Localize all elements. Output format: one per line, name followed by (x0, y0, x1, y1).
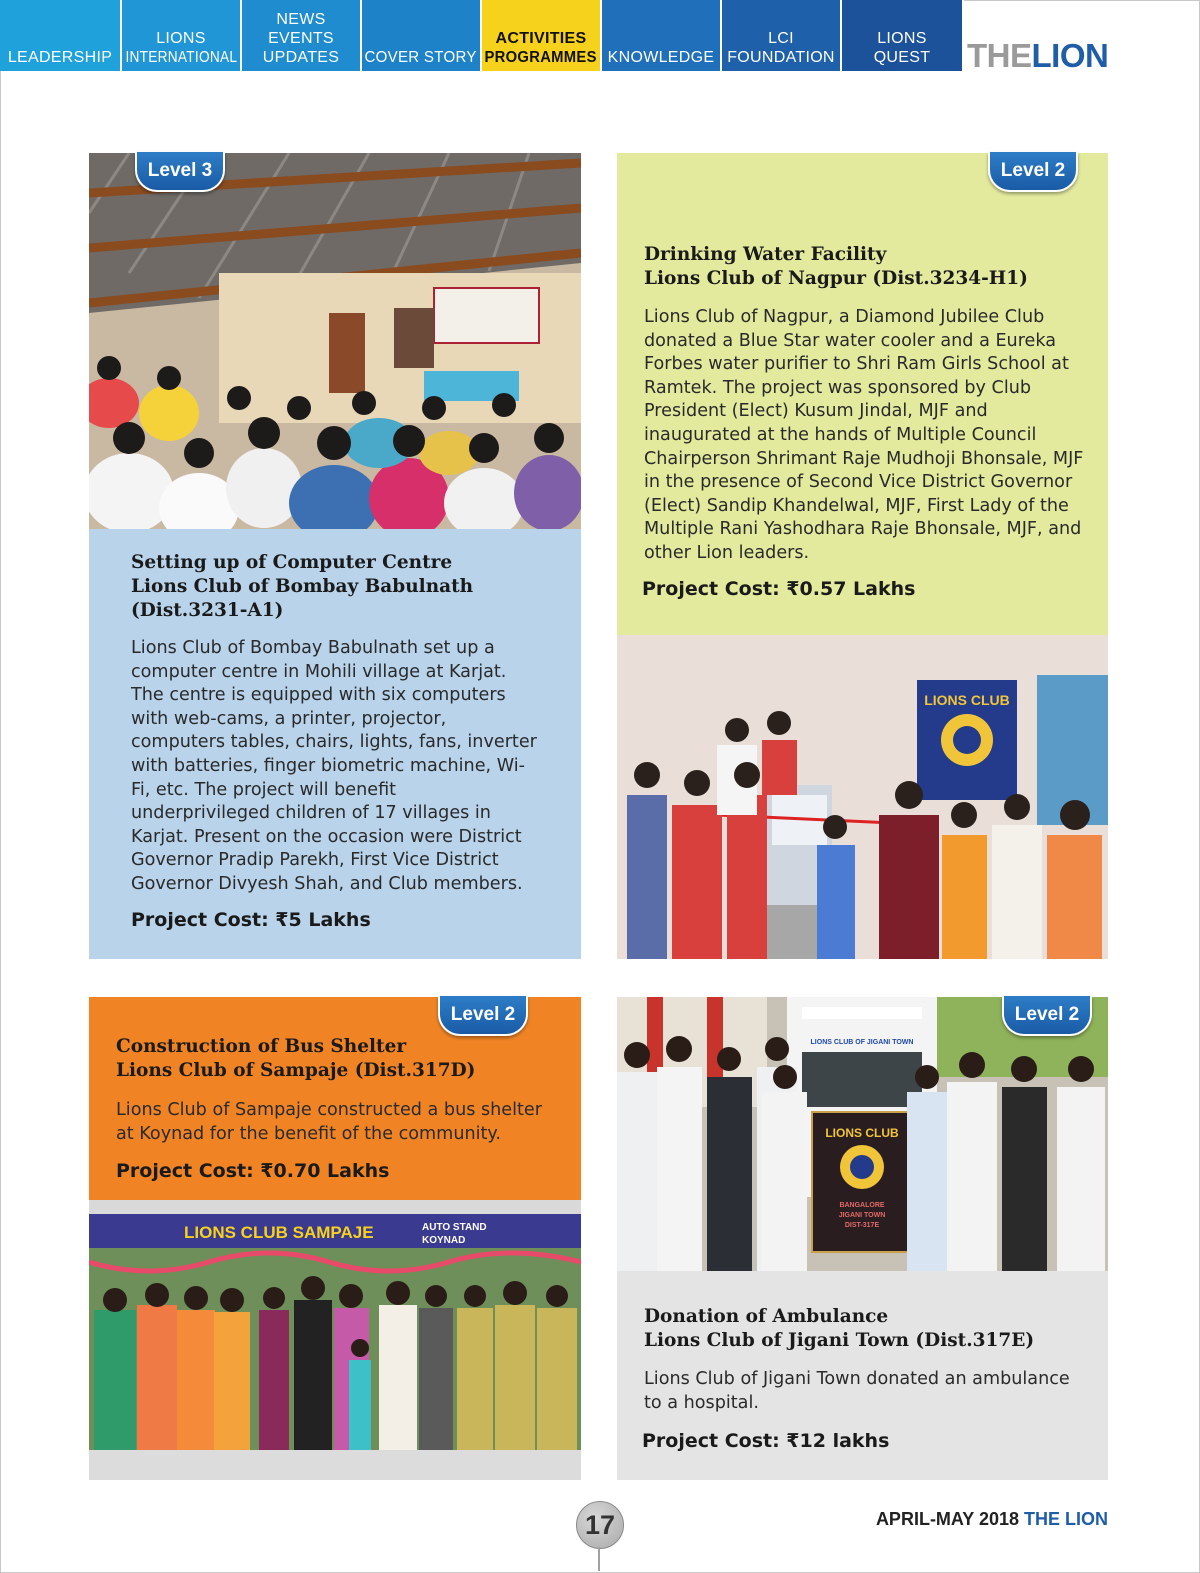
photo-illustration (89, 153, 581, 529)
ambulance-text: LIONS CLUB OF JIGANI TOWN (810, 1039, 914, 1046)
banner-text: KOYNAD (422, 1235, 466, 1246)
card-title (116, 1035, 546, 1083)
tab-label: INTERNATIONAL (125, 49, 237, 66)
card-ambulance (617, 997, 1108, 1480)
section-nav (0, 0, 964, 71)
brand-logo[interactable] (967, 37, 1108, 75)
banner-text: BANGALORE (839, 1202, 885, 1209)
tab-label: ACTIVITIES (495, 30, 587, 47)
tab-lions-quest[interactable] (842, 0, 964, 71)
card-title (644, 1305, 1094, 1353)
title-line: Lions Club of Sampaje (Dist.317D) (116, 1060, 476, 1081)
banner-text: LIONS CLUB (924, 692, 1010, 708)
card-body: Lions Club of Bombay Babulnath set up a computer centre in Mohili village at Karjat. The centre is equipped with six computers with web-cams, a printer, projector, computers tables, chairs, lights, fans, inverter with batteries, finger biometric machine, Wi-Fi, etc. The project will benefit underprivileged children of 17 villages in Karjat. Present on the occasion were District Governor Pradip Parekh, First Vice District Governor Divyesh Shah, and Club members. (131, 638, 537, 894)
photo-illustration (617, 635, 1108, 959)
photo-water-cooler (617, 635, 1108, 959)
project-cost: Project Cost: ₹0.57 Lakhs (642, 578, 916, 600)
tab-label: LCI (768, 30, 794, 47)
issue-date: APRIL-MAY 2018 (875, 1509, 1024, 1529)
photo-illustration (617, 997, 1108, 1271)
title-line: Lions Club of Nagpur (Dist.3234-H1) (644, 268, 1028, 289)
tab-cover-story[interactable] (362, 0, 482, 71)
banner-text: AUTO STAND (422, 1222, 487, 1233)
brand-lion: LION (1031, 37, 1109, 74)
card-body: Lions Club of Jigani Town donated an ambulance to a hospital. (644, 1369, 1070, 1413)
level-badge: Level 2 (988, 152, 1078, 192)
card-title (644, 243, 1094, 291)
photo-computer-centre (89, 153, 581, 529)
tab-label: KNOWLEDGE (607, 49, 715, 66)
project-cost: Project Cost: ₹12 lakhs (642, 1430, 890, 1452)
page-number: 17 (576, 1501, 624, 1549)
tab-label: FOUNDATION (727, 49, 835, 66)
tab-label: LIONS (156, 30, 206, 47)
card-body: Lions Club of Sampaje constructed a bus shelter at Koynad for the benefit of the community. (116, 1100, 542, 1144)
tab-label: UPDATES (262, 49, 340, 66)
level-badge: Level 2 (1002, 996, 1092, 1036)
tab-label: EVENTS (268, 30, 334, 47)
tab-label: LEADERSHIP (7, 49, 113, 66)
brand-the: THE (967, 37, 1032, 74)
title-line: Drinking Water Facility (644, 244, 887, 265)
title-line: Lions Club of Bombay Babulnath (131, 576, 474, 597)
tab-activities-programmes[interactable] (482, 0, 602, 71)
photo-illustration (89, 1200, 581, 1480)
card-body: Lions Club of Nagpur, a Diamond Jubilee Club donated a Blue Star water cooler and a Eureka Forbes water purifier to Shri Ram Girls School at Ramtek. The project was sponsored by Club President (Elect) Kusum Jindal, MJF and inaugurated at the hands of Multiple Council Chairperson Shrimant Raje Mudhoji Bhonsale, MJF in the presence of Second Vice District Governor (Elect) Sandip Khandelwal, MJF, First Lady of the Multiple Rani Yashodhara Raje Bhonsale, MJF, and other Lion leaders. (644, 307, 1084, 563)
title-line: Construction of Bus Shelter (116, 1036, 407, 1057)
photo-ambulance (617, 997, 1108, 1271)
tab-label: LIONS (877, 30, 927, 47)
project-cost: Project Cost: ₹0.70 Lakhs (116, 1160, 390, 1182)
page-number-stem (598, 1547, 600, 1571)
tab-label: PROGRAMMES (484, 49, 598, 66)
banner-text: JIGANI TOWN (838, 1212, 886, 1219)
card-computer-centre (89, 153, 581, 959)
tab-leadership[interactable] (0, 0, 122, 71)
banner-text: DIST-317E (844, 1222, 880, 1229)
tab-knowledge[interactable] (602, 0, 722, 71)
card-bus-shelter (89, 997, 581, 1480)
footer-issue (876, 1509, 1108, 1530)
title-line: Setting up of Computer Centre (131, 552, 453, 573)
magazine-name: THE LION (1024, 1509, 1108, 1529)
tab-lions-international[interactable] (122, 0, 242, 71)
card-drinking-water (617, 153, 1108, 959)
banner-text: LIONS CLUB SAMPAJE (184, 1223, 374, 1242)
title-line: Donation of Ambulance (644, 1306, 889, 1327)
tab-lci-foundation[interactable] (722, 0, 842, 71)
project-cost: Project Cost: ₹5 Lakhs (131, 909, 371, 931)
tab-label: COVER STORY (364, 49, 478, 66)
tab-label: NEWS (276, 11, 326, 28)
title-line: (Dist.3231-A1) (131, 600, 284, 621)
title-line: Lions Club of Jigani Town (Dist.317E) (644, 1330, 1035, 1351)
level-badge: Level 3 (135, 152, 225, 192)
tab-news-events-updates[interactable] (242, 0, 362, 71)
card-title (131, 551, 561, 623)
level-badge: Level 2 (438, 996, 528, 1036)
banner-text: LIONS CLUB (825, 1126, 899, 1140)
tab-label: QUEST (873, 49, 931, 66)
photo-bus-shelter (89, 1200, 581, 1480)
